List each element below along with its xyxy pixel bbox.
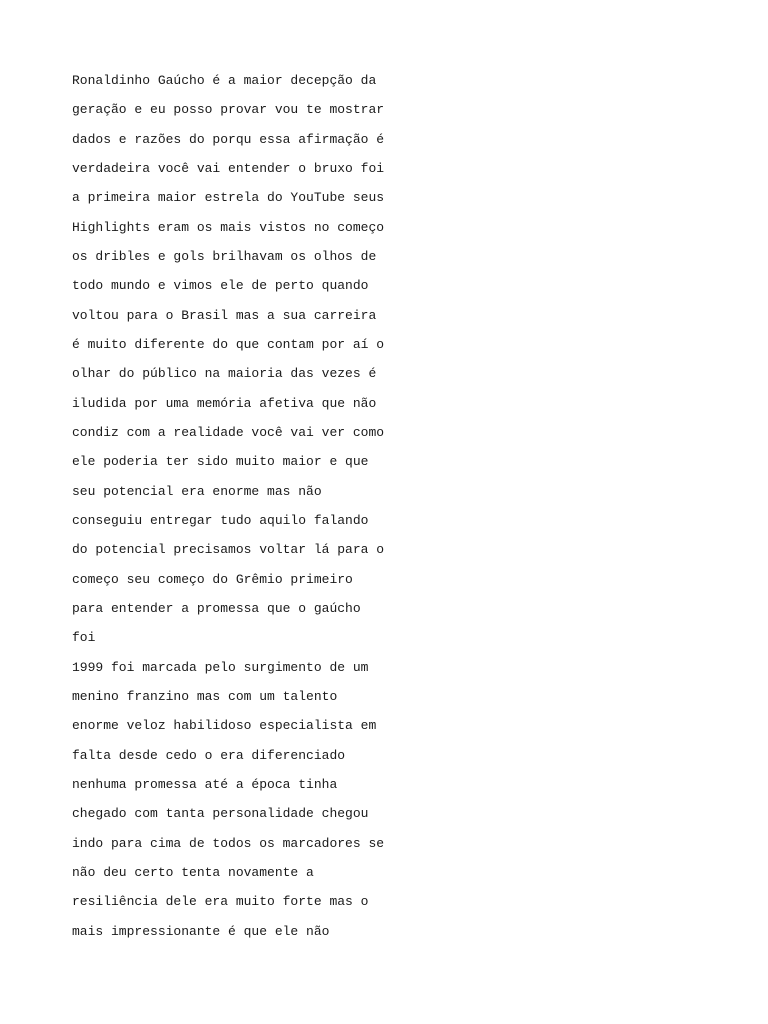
text-line: os dribles e gols brilhavam os olhos de bbox=[72, 248, 377, 264]
text-line: não deu certo tenta novamente a bbox=[72, 864, 314, 880]
text-line: enorme veloz habilidoso especialista em bbox=[72, 718, 377, 734]
text-line: nenhuma promessa até a época tinha bbox=[72, 776, 338, 792]
text-line: do potencial precisamos voltar lá para o bbox=[72, 542, 385, 558]
text-line: começo seu começo do Grêmio primeiro bbox=[72, 571, 353, 587]
text-line: foi bbox=[72, 630, 96, 646]
text-line: condiz com a realidade você vai ver como bbox=[72, 424, 385, 440]
text-line: mais impressionante é que ele não bbox=[72, 923, 330, 939]
text-line: voltou para o Brasil mas a sua carreira bbox=[72, 307, 377, 323]
text-line: conseguiu entregar tudo aquilo falando bbox=[72, 512, 369, 528]
text-line: chegado com tanta personalidade chegou bbox=[72, 806, 369, 822]
text-line: falta desde cedo o era diferenciado bbox=[72, 747, 346, 763]
text-line: Highlights eram os mais vistos no começo bbox=[72, 219, 385, 235]
text-line: a primeira maior estrela do YouTube seus bbox=[72, 190, 385, 206]
text-line: todo mundo e vimos ele de perto quando bbox=[72, 278, 369, 294]
text-line: para entender a promessa que o gaúcho bbox=[72, 600, 361, 616]
text-line: dados e razões do porqu essa afirmação é bbox=[72, 131, 385, 147]
text-line: ele poderia ter sido muito maior e que bbox=[72, 454, 369, 470]
text-line: seu potencial era enorme mas não bbox=[72, 483, 322, 499]
text-line: resiliência dele era muito forte mas o bbox=[72, 894, 369, 910]
text-line: geração e eu posso provar vou te mostrar bbox=[72, 102, 385, 118]
text-line: indo para cima de todos os marcadores se bbox=[72, 835, 385, 851]
text-line: Ronaldinho Gaúcho é a maior decepção da bbox=[72, 73, 377, 88]
text-line: menino franzino mas com um talento bbox=[72, 688, 338, 704]
text-line: 1999 foi marcada pelo surgimento de um bbox=[72, 659, 369, 675]
text-line: verdadeira você vai entender o bruxo foi bbox=[72, 160, 385, 176]
text-line: olhar do público na maioria das vezes é bbox=[72, 366, 377, 382]
text-line: é muito diferente do que contam por aí o bbox=[72, 336, 385, 352]
text-line: iludida por uma memória afetiva que não bbox=[72, 395, 377, 411]
transcript-text bbox=[72, 66, 732, 946]
